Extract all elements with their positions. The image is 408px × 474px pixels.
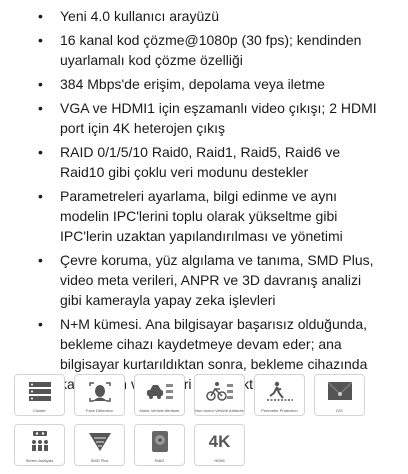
smd-plus-icon xyxy=(75,428,124,455)
4k-hdmi-icon xyxy=(195,428,244,455)
stereo-analysis-icon xyxy=(15,428,64,455)
feature-list xyxy=(0,6,408,398)
feature-text: RAID 0/1/5/10 Raid0, Raid1, Raid5, Raid6 ve Raid10 gibi çoklu veri modunu destekler xyxy=(60,144,341,180)
raid-tile xyxy=(134,424,185,466)
icon-label: Perimeter Protection xyxy=(261,408,298,413)
non-motor-vehicle-attribute-tile xyxy=(194,374,245,416)
ivs-tile xyxy=(314,374,365,416)
feature-item xyxy=(0,98,408,138)
bullet: • xyxy=(38,188,43,204)
motor-vehicle-attribute-icon xyxy=(135,378,184,405)
cluster-tile xyxy=(14,374,65,416)
icon-label: IVS xyxy=(336,408,343,413)
bullet: • xyxy=(38,316,43,332)
feature-item xyxy=(0,6,408,26)
feature-icon-grid xyxy=(14,374,404,474)
bullet: • xyxy=(38,32,43,48)
perimeter-protection-icon xyxy=(255,378,304,405)
feature-text: Parametreleri ayarlama, bilgi edinme ve aynı modelin IPC'lerini toplu olarak yükseltme gibi IPC'lerin uzaktan yapılandırılması ve yönetimi xyxy=(60,188,343,244)
bullet: • xyxy=(38,252,43,268)
icon-row xyxy=(14,424,404,466)
non-motor-vehicle-attribute-icon xyxy=(195,378,244,405)
bullet: • xyxy=(38,76,43,92)
ivs-icon xyxy=(315,378,364,405)
feature-item xyxy=(0,186,408,246)
motor-vehicle-attribute-tile xyxy=(134,374,185,416)
feature-text: N+M kümesi. Ana bilgisayar başarısız olduğunda, bekleme cihazı kaydetmeye devam eder; ana bilgisayar kurtarıldıktan sonra, bekleme cihazında xyxy=(60,316,368,372)
feature-item xyxy=(0,74,408,94)
4k-text: 4K xyxy=(208,431,231,451)
face-detection-icon xyxy=(75,378,124,405)
feature-text: 16 kanal kod çözme@1080p (30 fps); kendinden uyarlamalı kod çözme özelliği xyxy=(60,32,362,68)
feature-item xyxy=(0,142,408,182)
bullet: • xyxy=(38,8,43,24)
bullet: • xyxy=(38,144,43,160)
stereo-analysis-tile xyxy=(14,424,65,466)
raid-icon xyxy=(135,428,184,455)
icon-label: Non-motor Vehicle Attribute xyxy=(195,408,244,413)
icon-label: SMD Plus xyxy=(90,458,109,463)
icon-label: RAID xyxy=(154,458,165,463)
icon-label: Face Detection xyxy=(86,408,113,413)
icon-label: HDMI xyxy=(214,458,225,463)
icon-label: Cluster xyxy=(33,408,46,413)
feature-text: Yeni 4.0 kullanıcı arayüzü xyxy=(60,8,220,24)
icon-label: Stereo Analysis xyxy=(25,458,54,463)
feature-text: 384 Mbps'de erişim, depolama veya iletme xyxy=(60,76,325,92)
face-detection-tile xyxy=(74,374,125,416)
perimeter-protection-tile xyxy=(254,374,305,416)
smd-plus-tile xyxy=(74,424,125,466)
cluster-icon xyxy=(15,378,64,405)
icon-row xyxy=(14,374,404,416)
feature-text: Çevre koruma, yüz algılama ve tanıma, SMD Plus, video meta verileri, ANPR ve 3D davranış analizi gibi kamerayla yapay zeka işlevleri xyxy=(60,252,374,308)
4k-hdmi-tile xyxy=(194,424,245,466)
icon-label: Motor Vehicle Attribute xyxy=(139,408,180,413)
feature-item xyxy=(0,30,408,70)
bullet: • xyxy=(38,100,43,116)
feature-item xyxy=(0,250,408,310)
feature-text: VGA ve HDMI1 için eşzamanlı video çıkışı; 2 HDMI port için 4K heterojen çıkış xyxy=(60,100,377,136)
